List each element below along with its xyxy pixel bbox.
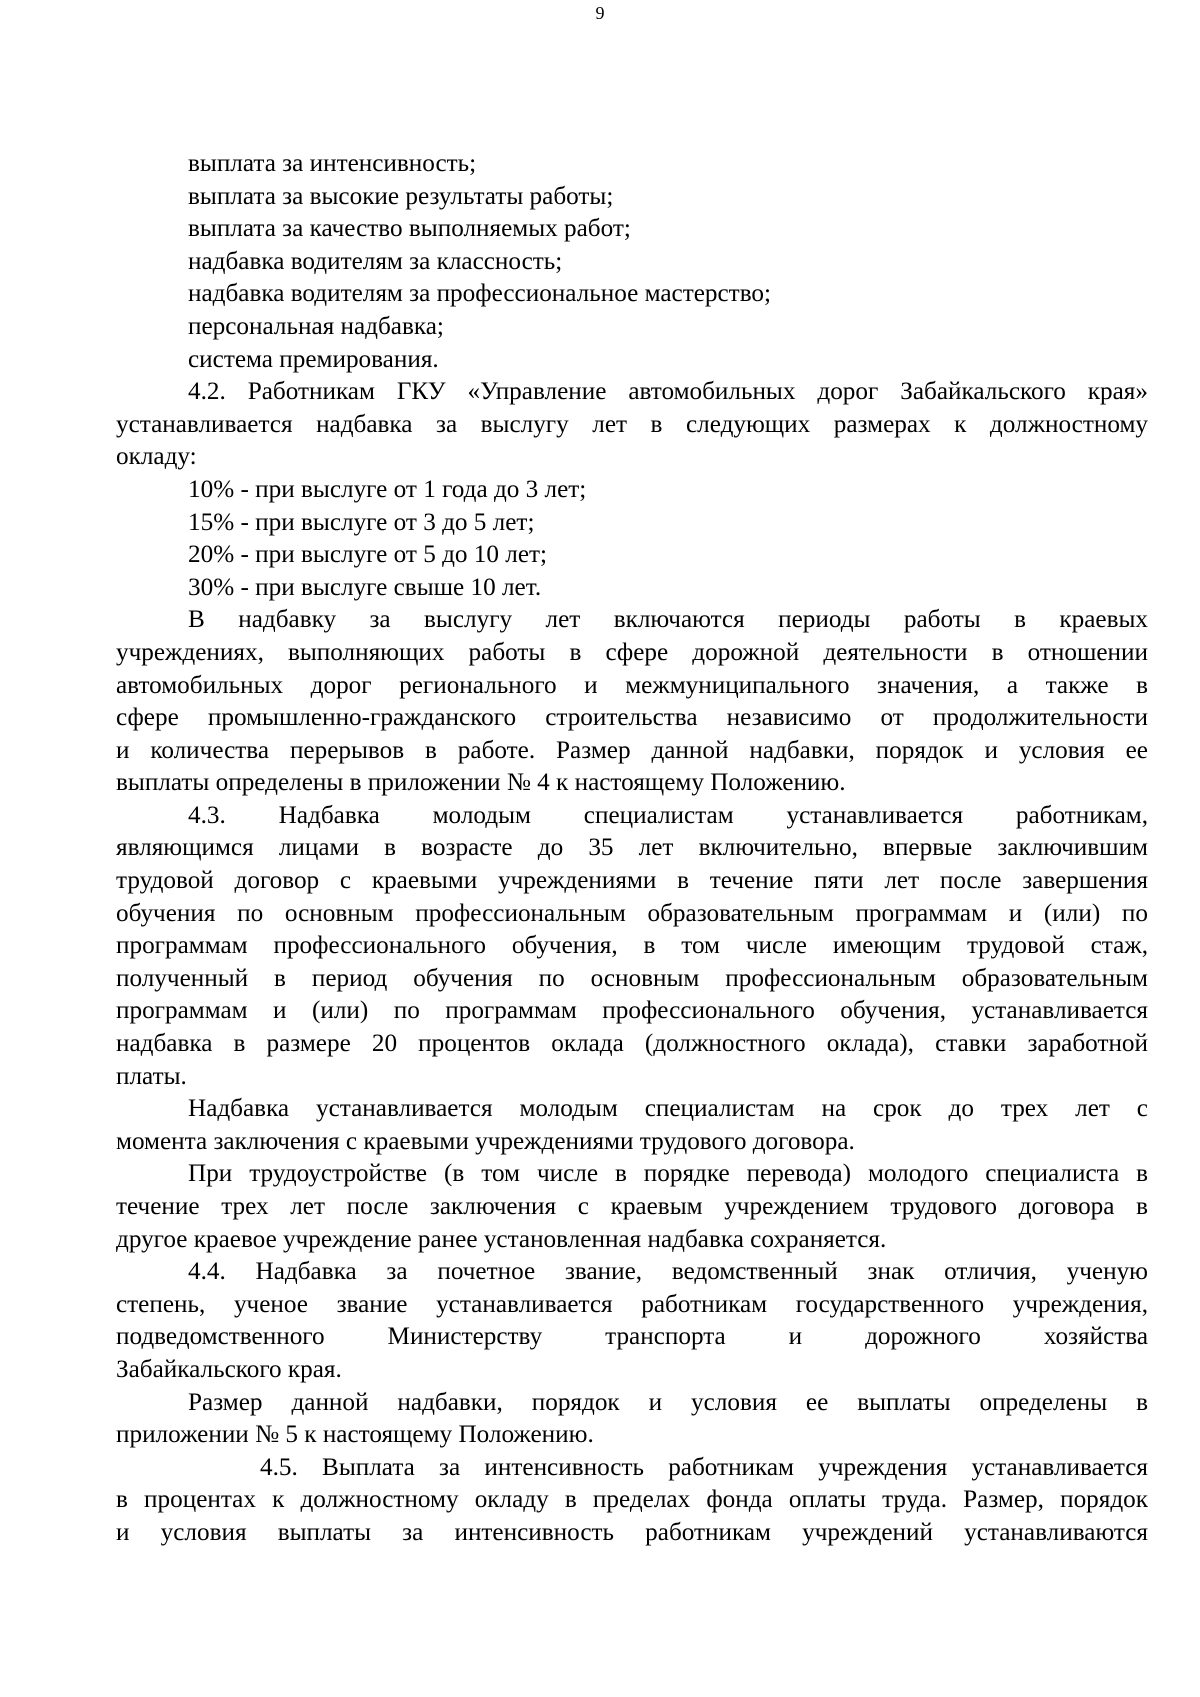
text-line: устанавливается надбавка за выслугу лет в следующих размерах к должностному: [116, 410, 1148, 438]
text-line: Надбавка устанавливается молодым специалистам на срок до трех лет с: [188, 1095, 1148, 1123]
text-line: приложении № 5 к настоящему Положению.: [116, 1421, 594, 1449]
text-line: и условия выплаты за интенсивность работникам учреждений устанавливаются: [116, 1518, 1148, 1546]
text-line: и количества перерывов в работе. Размер данной надбавки, порядок и условия ее: [116, 736, 1148, 764]
text-line: Забайкальского края.: [116, 1355, 342, 1383]
text-line: сфере промышленно-гражданского строительства независимо от продолжительности: [116, 704, 1148, 732]
text-line: момента заключения с краевыми учреждениями трудового договора.: [116, 1127, 855, 1155]
text-line: полученный в период обучения по основным профессиональным образовательным: [116, 964, 1148, 992]
text-line: В надбавку за выслугу лет включаются периоды работы в краевых: [188, 606, 1148, 634]
text-line: 4.2. Работникам ГКУ «Управление автомобильных дорог Забайкальского края»: [188, 378, 1148, 406]
text-line: выплаты определены в приложении № 4 к настоящему Положению.: [116, 769, 846, 797]
text-line: 10% - при выслуге от 1 года до 3 лет;: [188, 475, 587, 503]
text-line: выплата за высокие результаты работы;: [188, 182, 614, 210]
text-line: 30% - при выслуге свыше 10 лет.: [188, 573, 542, 601]
text-line: автомобильных дорог регионального и межмуниципального значения, а также в: [116, 671, 1148, 699]
text-line: в процентах к должностному окладу в пределах фонда оплаты труда. Размер, порядок: [116, 1486, 1148, 1514]
text-line: 4.3. Надбавка молодым специалистам устанавливается работникам,: [188, 801, 1148, 829]
text-line: надбавка водителям за профессиональное мастерство;: [188, 280, 772, 308]
text-line: выплата за качество выполняемых работ;: [188, 215, 631, 243]
text-line: течение трех лет после заключения с краевым учреждением трудового договора в: [116, 1193, 1148, 1220]
text-line: трудовой договор с краевыми учреждениями в течение пяти лет после завершения: [116, 867, 1148, 895]
text-line: степень, ученое звание устанавливается работникам государственного учреждения,: [116, 1290, 1148, 1318]
text-line: программам профессионального обучения, в том числе имеющим трудовой стаж,: [116, 932, 1148, 960]
text-line: 4.5. Выплата за интенсивность работникам учреждения устанавливается: [260, 1453, 1148, 1481]
text-line: выплата за интенсивность;: [188, 150, 477, 177]
text-line: 4.4. Надбавка за почетное звание, ведомственный знак отличия, ученую: [188, 1258, 1148, 1286]
text-line: 20% - при выслуге от 5 до 10 лет;: [188, 541, 548, 569]
text-line: обучения по основным профессиональным образовательным программам и (или) по: [116, 899, 1148, 927]
text-line: платы.: [116, 1062, 187, 1090]
text-line: 15% - при выслуге от 3 до 5 лет;: [188, 508, 535, 536]
text-line: другое краевое учреждение ранее установленная надбавка сохраняется.: [116, 1225, 887, 1253]
text-line: система премирования.: [188, 345, 439, 373]
text-line: учреждениях, выполняющих работы в сфере дорожной деятельности в отношении: [116, 638, 1148, 666]
document-body: [116, 148, 1148, 1550]
text-line: являющимся лицами в возрасте до 35 лет включительно, впервые заключившим: [116, 834, 1148, 862]
text-line: надбавка водителям за классность;: [188, 247, 563, 275]
text-line: программам и (или) по программам профессионального обучения, устанавливается: [116, 997, 1148, 1025]
text-line: подведомственного Министерству транспорта и дорожного хозяйства: [116, 1323, 1148, 1351]
text-line: При трудоустройстве (в том числе в порядке перевода) молодого специалиста в: [188, 1160, 1148, 1188]
text-line: надбавка в размере 20 процентов оклада (должностного оклада), ставки заработной: [116, 1030, 1148, 1058]
page-number: 9: [595, 3, 605, 23]
text-line: окладу:: [116, 443, 197, 471]
text-line: персональная надбавка;: [188, 312, 444, 340]
text-line: Размер данной надбавки, порядок и условия ее выплаты определены в: [188, 1388, 1148, 1416]
